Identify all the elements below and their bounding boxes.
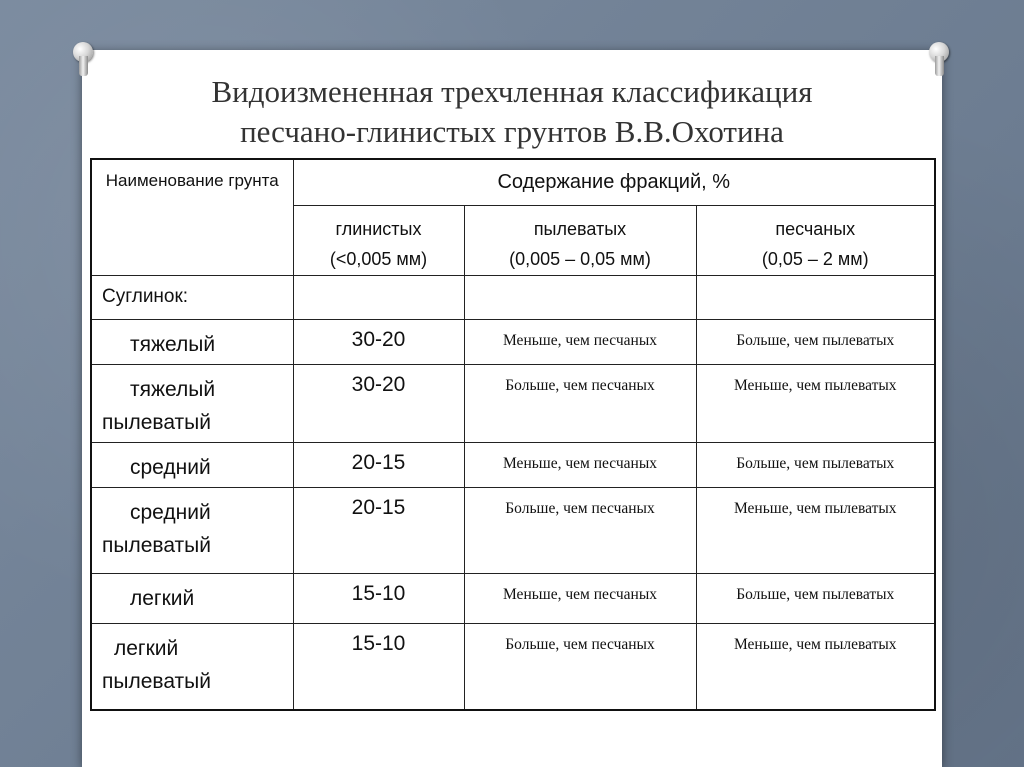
clay-value: 15-10 bbox=[293, 573, 464, 623]
soil-name-suffix: пылеватый bbox=[102, 533, 211, 557]
header-sand bbox=[696, 205, 935, 275]
clay-value: 15-10 bbox=[293, 623, 464, 710]
soil-name: легкий bbox=[114, 636, 179, 660]
sand-value: Больше, чем пылеватых bbox=[696, 319, 935, 364]
header-sand-label: песчаных bbox=[775, 218, 856, 239]
pushpin-left-icon bbox=[72, 42, 94, 76]
header-clay-range: (<0,005 мм) bbox=[329, 248, 428, 269]
table-row bbox=[91, 573, 935, 623]
title-line-2: песчано-глинистых грунтов В.В.Охотина bbox=[240, 114, 784, 149]
soil-name-cell bbox=[91, 364, 293, 442]
table-row bbox=[91, 487, 935, 573]
sand-value: Меньше, чем пылеватых bbox=[696, 623, 935, 710]
silt-value: Меньше, чем песчаных bbox=[464, 442, 696, 487]
soil-name-cell bbox=[91, 487, 293, 573]
group-row bbox=[91, 275, 935, 319]
page-title bbox=[82, 72, 942, 152]
header-clay bbox=[293, 205, 464, 275]
classification-table bbox=[90, 158, 936, 711]
header-row-1 bbox=[91, 159, 935, 205]
header-silt bbox=[464, 205, 696, 275]
header-fraction-content: Содержание фракций, % bbox=[293, 159, 935, 205]
header-silt-range: (0,005 – 0,05 мм) bbox=[509, 248, 651, 269]
table-row bbox=[91, 319, 935, 364]
silt-value: Больше, чем песчаных bbox=[464, 364, 696, 442]
soil-name: средний bbox=[130, 500, 211, 524]
soil-name: тяжелый bbox=[130, 377, 216, 401]
group-label: Суглинок: bbox=[91, 275, 293, 319]
header-clay-label: глинистых bbox=[335, 218, 422, 239]
soil-name-cell bbox=[91, 623, 293, 710]
sand-value: Меньше, чем пылеватых bbox=[696, 364, 935, 442]
soil-name-cell bbox=[91, 573, 293, 623]
header-soil-name: Наименование грунта bbox=[91, 159, 293, 275]
sand-value: Больше, чем пылеватых bbox=[696, 442, 935, 487]
clay-value: 20-15 bbox=[293, 487, 464, 573]
soil-name: средний bbox=[130, 455, 211, 479]
header-silt-label: пылеватых bbox=[533, 218, 627, 239]
empty-cell bbox=[464, 275, 696, 319]
soil-name: тяжелый bbox=[130, 332, 216, 356]
soil-name-suffix: пылеватый bbox=[102, 669, 211, 693]
clay-value: 30-20 bbox=[293, 319, 464, 364]
soil-name: легкий bbox=[130, 586, 195, 610]
soil-name-cell bbox=[91, 442, 293, 487]
clay-value: 30-20 bbox=[293, 364, 464, 442]
table-row bbox=[91, 364, 935, 442]
pushpin-right-icon bbox=[928, 42, 950, 76]
header-sand-range: (0,05 – 2 мм) bbox=[761, 248, 869, 269]
empty-cell bbox=[293, 275, 464, 319]
table-row bbox=[91, 442, 935, 487]
silt-value: Меньше, чем песчаных bbox=[464, 319, 696, 364]
title-line-1: Видоизмененная трехчленная классификация bbox=[211, 74, 813, 109]
silt-value: Больше, чем песчаных bbox=[464, 623, 696, 710]
table-row bbox=[91, 623, 935, 710]
sand-value: Меньше, чем пылеватых bbox=[696, 487, 935, 573]
silt-value: Больше, чем песчаных bbox=[464, 487, 696, 573]
soil-name-suffix: пылеватый bbox=[102, 410, 211, 434]
sand-value: Больше, чем пылеватых bbox=[696, 573, 935, 623]
silt-value: Меньше, чем песчаных bbox=[464, 573, 696, 623]
clay-value: 20-15 bbox=[293, 442, 464, 487]
soil-name-cell bbox=[91, 319, 293, 364]
empty-cell bbox=[696, 275, 935, 319]
